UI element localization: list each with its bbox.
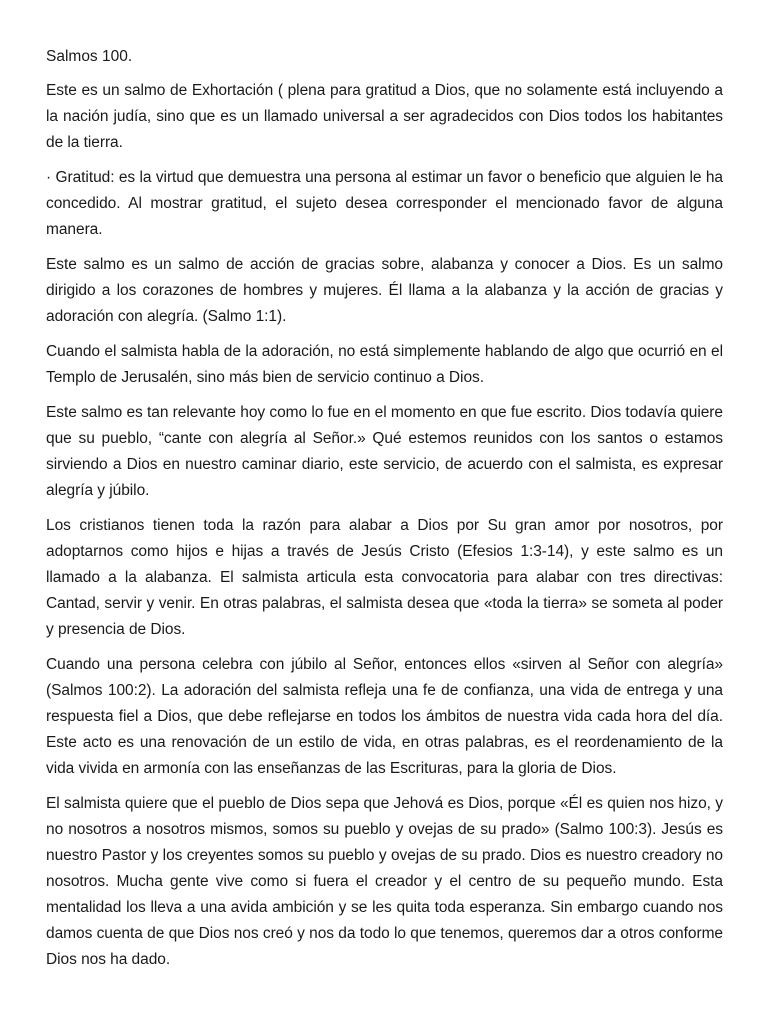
paragraph-worship: Cuando el salmista habla de la adoración, no está simplemente hablando de algo que ocurrió en el Templo de Jerusalén, sino más bien de servicio continuo a Dios.: [46, 343, 723, 386]
paragraph-thanksgiving: Este salmo es un salmo de acción de gracias sobre, alabanza y conocer a Dios. Es un salmo dirigido a los corazones de hombres y mujeres. Él llama a la alabanza y la acción de gracias y adoración con alegría. (Salmo 1:1).: [46, 256, 723, 325]
paragraph-gratitude-definition: · Gratitud: es la virtud que demuestra una persona al estimar un favor o beneficio que alguien le ha concedido. Al mostrar gratitud, el sujeto desea corresponder el mencionado favor de alguna manera.: [46, 169, 723, 238]
document-page: [46, 44, 723, 982]
paragraph-god-creator: El salmista quiere que el pueblo de Dios sepa que Jehová es Dios, porque «Él es quien nos hizo, y no nosotros a nosotros mismos, somos su pueblo y ovejas de su prado» (Salmo 100:3). Jesús es nuestro Pastor y los creyentes somos su pueblo y ovejas de su prado. Dios es nuestro creadory no nosotros. Mucha gente vive como si fuera el creador y el centro de su pequeño mundo. Esta mentalidad los lleva a una avida ambición y se les quita toda esperanza. Sin embargo cuando nos damos cuenta de que Dios nos creó y nos da todo lo que tenemos, queremos dar a otros conforme Dios nos ha dado.: [46, 795, 723, 968]
paragraph-exhortation: Este es un salmo de Exhortación ( plena para gratitud a Dios, que no solamente está incluyendo a la nación judía, sino que es un llamado universal a ser agradecidos con Dios todos los habitantes de la tierra.: [46, 82, 723, 151]
paragraph-celebration: Cuando una persona celebra con júbilo al Señor, entonces ellos «sirven al Señor con alegría» (Salmos 100:2). La adoración del salmista refleja una fe de confianza, una vida de entrega y una respuesta fiel a Dios, que debe reflejarse en todos los ámbitos de nuestra vida cada hora del día. Este acto es una renovación de un estilo de vida, en otras palabras, es el reordenamiento de la vida vivida en armonía con las enseñanzas de las Escrituras, para la gloria de Dios.: [46, 656, 723, 777]
paragraph-relevance: Este salmo es tan relevante hoy como lo fue en el momento en que fue escrito. Dios todavía quiere que su pueblo, “cante con alegría al Señor.» Qué estemos reunidos con los santos o estamos sirviendo a Dios en nuestro caminar diario, este servicio, de acuerdo con el salmista, es expresar alegría y júbilo.: [46, 404, 723, 499]
paragraph-christians-praise: Los cristianos tienen toda la razón para alabar a Dios por Su gran amor por nosotros, por adoptarnos como hijos e hijas a través de Jesús Cristo (Efesios 1:3-14), y este salmo es un llamado a la alabanza. El salmista articula esta convocatoria para alabar con tres directivas: Cantad, servir y venir. En otras palabras, el salmista desea que «toda la tierra» se someta al poder y presencia de Dios.: [46, 517, 723, 638]
document-title: Salmos 100.: [46, 48, 133, 65]
